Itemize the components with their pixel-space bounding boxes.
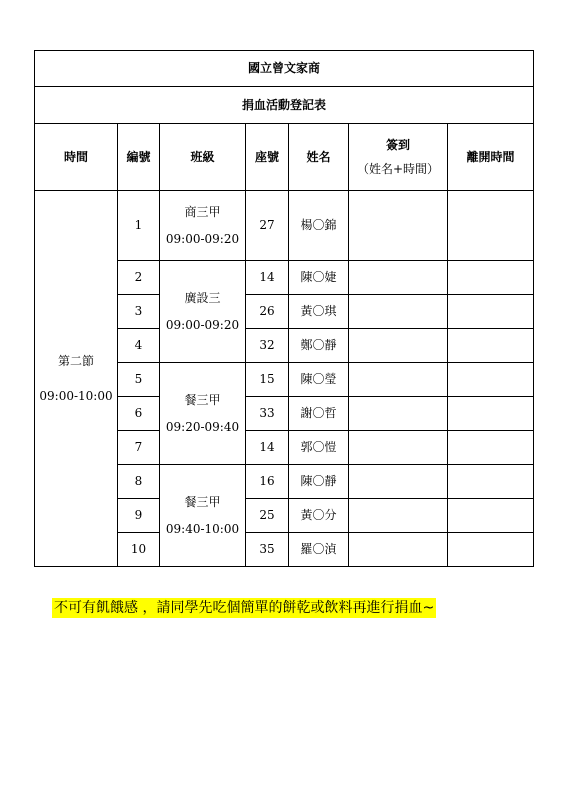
leave-time-field[interactable] [448,431,534,465]
class-name: 餐三甲 [184,495,221,510]
sign-in-field[interactable] [349,363,448,397]
seat-number: 14 [246,431,289,465]
sign-in-field[interactable] [349,191,448,261]
leave-time-field[interactable] [448,499,534,533]
leave-time-field[interactable] [448,261,534,295]
leave-time-field[interactable] [448,363,534,397]
header-seat: 座號 [246,124,289,191]
sign-in-field[interactable] [349,295,448,329]
sign-in-field[interactable] [349,465,448,499]
class-cell [160,363,246,465]
header-sign-in-note: （姓名+時間） [356,162,440,176]
seat-number: 35 [246,533,289,567]
class-cell [160,465,246,567]
row-number: 2 [118,261,160,295]
leave-time-field[interactable] [448,397,534,431]
class-name: 餐三甲 [184,393,221,408]
seat-number: 25 [246,499,289,533]
student-name: 楊〇錦 [289,191,349,261]
row-number: 8 [118,465,160,499]
student-name: 黃〇分 [289,499,349,533]
class-time: 09:20-09:40 [165,419,240,434]
header-sign-in-label: 簽到 [385,137,410,152]
leave-time-field[interactable] [448,465,534,499]
row-number: 9 [118,499,160,533]
seat-number: 32 [246,329,289,363]
period-range: 09:00-10:00 [39,388,113,403]
student-name: 陳〇瑩 [289,363,349,397]
sign-in-field[interactable] [349,499,448,533]
row-number: 5 [118,363,160,397]
row-number: 3 [118,295,160,329]
header-row [35,124,534,191]
table-row [35,191,534,261]
form-title: 捐血活動登記表 [35,87,534,124]
student-name: 羅〇湞 [289,533,349,567]
sign-in-field[interactable] [349,329,448,363]
class-time: 09:40-10:00 [165,521,240,536]
row-number: 1 [118,191,160,261]
registration-table [34,50,534,567]
sign-in-field[interactable] [349,533,448,567]
header-name: 姓名 [289,124,349,191]
class-name: 商三甲 [184,205,221,220]
student-name: 黃〇琪 [289,295,349,329]
class-cell [160,261,246,363]
header-class: 班級 [160,124,246,191]
header-sign-in [349,124,448,191]
class-name: 廣設三 [184,291,221,306]
sign-in-field[interactable] [349,261,448,295]
reminder-note: 不可有飢餓感 ，請同學先吃個簡單的餅乾或飲料再進行捐血~ [54,600,435,616]
student-name: 謝〇哲 [289,397,349,431]
class-time: 09:00-09:20 [165,231,240,246]
student-name: 陳〇靜 [289,465,349,499]
header-time: 時間 [35,124,118,191]
seat-number: 27 [246,191,289,261]
seat-number: 16 [246,465,289,499]
seat-number: 33 [246,397,289,431]
leave-time-field[interactable] [448,295,534,329]
student-name: 鄭〇靜 [289,329,349,363]
class-cell [160,191,246,261]
sign-in-field[interactable] [349,397,448,431]
student-name: 郭〇愷 [289,431,349,465]
row-number: 10 [118,533,160,567]
row-number: 4 [118,329,160,363]
student-name: 陳〇婕 [289,261,349,295]
row-number: 6 [118,397,160,431]
row-number: 7 [118,431,160,465]
leave-time-field[interactable] [448,533,534,567]
seat-number: 26 [246,295,289,329]
seat-number: 15 [246,363,289,397]
seat-number: 14 [246,261,289,295]
leave-time-field[interactable] [448,191,534,261]
period-cell [35,191,118,567]
header-leave-time: 離開時間 [448,124,534,191]
school-name: 國立曾文家商 [35,51,534,87]
sign-in-field[interactable] [349,431,448,465]
leave-time-field[interactable] [448,329,534,363]
class-time: 09:00-09:20 [165,317,240,332]
period-label: 第二節 [57,354,94,369]
header-number: 編號 [118,124,160,191]
